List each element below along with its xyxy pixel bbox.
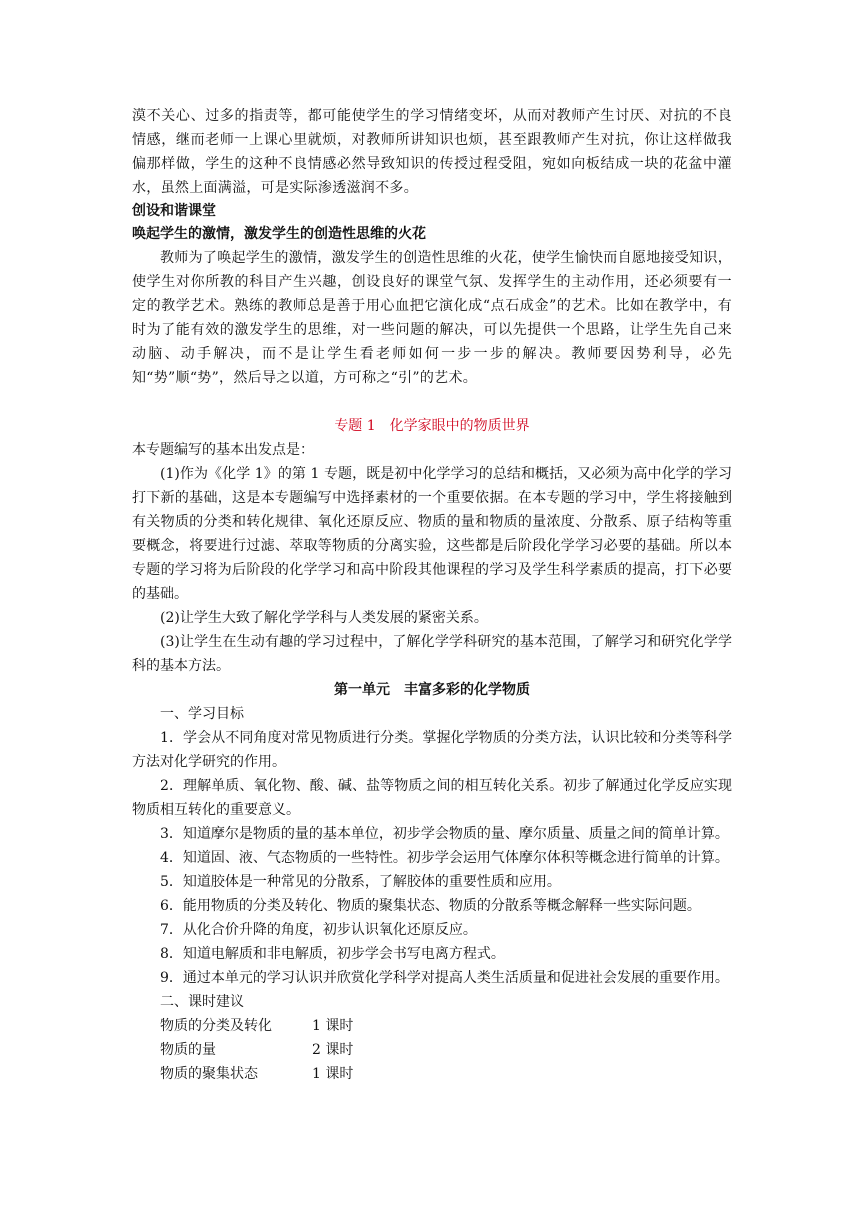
goal-item-3: 3．知道摩尔是物质的量的基本单位，初步学会物质的量、摩尔质量、质量之间的简单计算。	[160, 826, 729, 842]
goal-item-6: 6．能用物质的分类及转化、物质的聚集状态、物质的分散系等概念解释一些实际问题。	[160, 898, 701, 914]
goals-heading: 一、学习目标	[160, 706, 244, 722]
topic-intro: 本专题编写的基本出发点是：	[132, 442, 314, 458]
schedule-item-name: 物质的分类及转化	[160, 1018, 272, 1034]
intro-paragraph: 漠不关心、过多的指责等，都可能使学生的学习情绪变坏，从而对教师产生讨厌、对抗的不良情感，继而老师一上课心里就烦，对教师所讲知识也烦，甚至跟教师产生对抗，你让这样做我偏那样做，学生的这种不良情感必然导致知识的传授过程受阻，宛如向板结成一块的花盆中灌水，虽然上面满溢，可是实际渗透滋润不多。	[132, 108, 732, 196]
schedule-item-name: 物质的聚集状态	[160, 1066, 258, 1082]
arouse-paragraph: 教师为了唤起学生的激情，激发学生的创造性思维的火花，使学生愉快而自愿地接受知识，使学生对你所教的科目产生兴趣，创设良好的课堂气氛、发挥学生的主动作用，还必须要有一定的教学艺术。熟练的教师总是善于用心血把它演化成“点石成金”的艺术。比如在教学中，有时为了能有效的激发学生的思维，对一些问题的解决，可以先提供一个思路，让学生先自己来动脑、动手解决，而不是让学生看老师如何一步一步的解决。教师要因势利导，必先知“势”顺“势”，然后导之以道，方可称之“引”的艺术。	[132, 250, 732, 386]
unit-title: 第一单元 丰富多彩的化学物质	[334, 682, 530, 698]
heading-create-harmony: 创设和谐课堂	[132, 203, 216, 219]
topic-point-3: (3)让学生在生动有趣的学习过程中，了解化学学科研究的基本范围，了解学习和研究化学学科的基本方法。	[132, 634, 732, 674]
goal-item-2: 2．理解单质、氧化物、酸、碱、盐等物质之间的相互转化关系。初步了解通过化学反应实现物质相互转化的重要意义。	[132, 778, 732, 818]
document-body	[132, 104, 732, 1086]
topic-point-2: (2)让学生大致了解化学学科与人类发展的紧密关系。	[160, 610, 488, 626]
heading-arouse-passion: 唤起学生的激情，激发学生的创造性思维的火花	[132, 226, 426, 242]
blank-line	[132, 390, 732, 414]
schedule-item-hours: 1 课时	[312, 1018, 354, 1034]
schedule-row	[160, 1062, 732, 1086]
schedule-item-name: 物质的量	[160, 1042, 216, 1058]
goal-item-4: 4．知道固、液、气态物质的一些特性。初步学会运用气体摩尔体积等概念进行简单的计算。	[160, 850, 729, 866]
goal-item-7: 7．从化合价升降的角度，初步认识氧化还原反应。	[160, 922, 477, 938]
schedule-item-hours: 2 课时	[312, 1042, 354, 1058]
topic-point-1: (1)作为《化学 1》的第 1 专题，既是初中化学学习的总结和概括，又必须为高中化学的学习打下新的基础，这是本专题编写中选择素材的一个重要依据。在本专题的学习中，学生将接触到有关物质的分类和转化规律、氧化还原反应、物质的量和物质的量浓度、分散系、原子结构等重要概念，将要进行过滤、萃取等物质的分离实验，这些都是后阶段化学学习必要的基础。所以本专题的学习将为后阶段的化学学习和高中阶段其他课程的学习及学生科学素质的提高，打下必要的基础。	[132, 466, 732, 602]
topic-title: 专题 1 化学家眼中的物质世界	[334, 418, 530, 434]
schedule-heading: 二、课时建议	[160, 994, 244, 1010]
schedule-item-hours: 1 课时	[312, 1066, 354, 1082]
goal-item-8: 8．知道电解质和非电解质，初步学会书写电离方程式。	[160, 946, 505, 962]
schedule-row	[160, 1014, 732, 1038]
goal-item-9: 9．通过本单元的学习认识并欣赏化学科学对提高人类生活质量和促进社会发展的重要作用。	[160, 970, 729, 986]
goal-item-5: 5．知道胶体是一种常见的分散系，了解胶体的重要性质和应用。	[160, 874, 561, 890]
goal-item-1: 1．学会从不同角度对常见物质进行分类。掌握化学物质的分类方法，认识比较和分类等科学方法对化学研究的作用。	[132, 730, 732, 770]
schedule-row	[160, 1038, 732, 1062]
